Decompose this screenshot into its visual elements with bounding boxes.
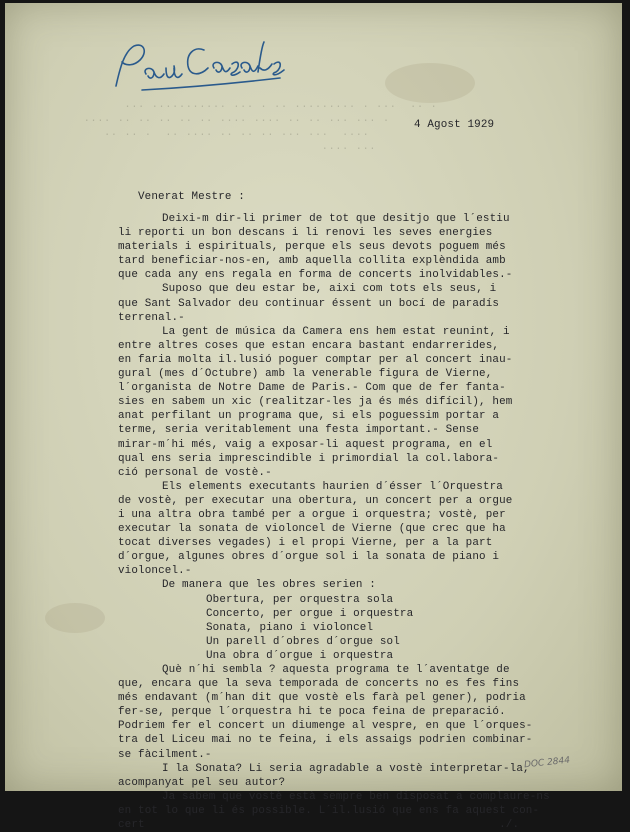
letter-line: l´organista de Notre Dame de Paris.- Com que de fer fanta- — [118, 382, 506, 395]
letter-line: Una obra d´orgue i orquestra — [206, 649, 394, 662]
letter-line: se fàcilment.- — [118, 748, 212, 761]
document-reference: DOC 2844 — [523, 755, 571, 771]
letter-line: tra del Liceu mai no te feina, i els assaigs podrien combinar- — [118, 734, 533, 747]
show-through-text: ··· ··········· ··· · ·· ········· · ··· ·· · ···· ·· ·· ·· ·· ·· ···· ···· ·· ·· ··· ··· · ·· ·· · ·· ···· ·· ·· ·· ··· ··· ···· ···· ··· — [83, 101, 438, 155]
handwritten-signature — [108, 28, 288, 108]
letter-line: Deixi-m dir-li primer de tot que desitjo que l´estiu — [162, 213, 510, 225]
letter-line: materials i espirituals, perque els seus devots poguem més — [118, 241, 506, 254]
letter-body — [0, 212, 630, 832]
letter-line: Ja sabem que vostè està sempre ben disposat a complaure-ns — [162, 790, 550, 803]
letter-line: que, encara que la seva temporada de concerts no es fes fins — [118, 678, 520, 691]
letter-line: en tot lo que li és possible. L´il.lusió que ens fa aquest con- — [118, 804, 540, 817]
letter-line: en faria molta il.lusió poguer comptar per al concert inau- — [118, 353, 513, 366]
letter-line: que Sant Salvador deu continuar éssent un bocí de paradís — [118, 297, 500, 310]
letter-line: li reporti un bon descans i li renovi les seves energies — [118, 227, 493, 240]
letter-line: Un parell d´obres d´orgue sol — [206, 635, 400, 648]
letter-line: més endavant (m´han dit que vostè els farà pel gener), podria — [118, 692, 526, 705]
letter-line: entre altres coses que estan encara bastant endarrerides, — [118, 339, 500, 352]
letter-line: tocat diverses vegades) i el propi Vierne, per a la part — [118, 537, 493, 550]
letter-line: Els elements executants haurien d´ésser l´Orquestra — [162, 480, 503, 493]
paper-stain — [385, 63, 475, 103]
letter-line: Obertura, per orquestra sola — [206, 593, 394, 606]
letter-line: cert ./. — [118, 819, 520, 832]
letter-line: Què n´hi sembla ? aquesta programa te l´aventatge de — [162, 664, 510, 676]
letter-line: Podriem fer el concert un diumenge al vespre, en que l´orques- — [118, 720, 533, 733]
letter-line: De manera que les obres serien : — [162, 579, 376, 592]
letter-line: que cada any ens regala en forma de concerts inolvidables.- — [118, 269, 513, 282]
letter-line: sies en sabem un xic (realitzar-les ja és més difícil), hem — [118, 396, 513, 409]
letter-line: Concerto, per orgue i orquestra — [206, 607, 414, 620]
salutation: Venerat Mestre : — [138, 191, 245, 203]
letter-line: mirar-m´hi més, vaig a exposar-li aquest programa, en el — [118, 438, 493, 451]
letter-line: qual ens seria imprescindible i primordial la col.labora- — [118, 452, 500, 465]
letter-line: I la Sonata? Li seria agradable a vostè interpretar-la, — [162, 762, 530, 775]
letter-date: 4 Agost 1929 — [414, 119, 495, 131]
letter-line: La gent de música da Camera ens hem estat reunint, i — [162, 325, 510, 338]
letter-line: de vostè, per executar una obertura, un concert per a orgue — [118, 494, 513, 507]
letter-line: Suposo que deu estar be, aixi com tots els seus, i — [162, 283, 497, 296]
letter-line: executar la sonata de violoncel de Vierne (que crec que ha — [118, 523, 506, 536]
letter-line: gural (mes d´Octubre) amb la venerable figura de Vierne, — [118, 368, 493, 381]
letter-line: d´orgue, algunes obres d´orgue sol i la sonata de piano i — [118, 551, 500, 564]
letter-line: terrenal.- — [118, 311, 185, 324]
letter-line: tard beneficiar-nos-en, amb aquella collita explèndida amb — [118, 255, 506, 268]
letter-line: terme, seria veritablement una festa important.- Sense — [118, 424, 480, 437]
letter-line: i una altra obra també per a orgue i orquestra; vostè, per — [118, 508, 506, 521]
letter-line: violoncel.- — [118, 565, 192, 578]
letter-line: acompanyat pel seu autor? — [118, 776, 286, 789]
letter-line: ció personal de vostè.- — [118, 466, 272, 479]
letter-line: Sonata, piano i violoncel — [206, 621, 374, 634]
letter-line: fer-se, perque l´orquestra hi te poca feina de preparació. — [118, 706, 506, 719]
letter-line: anat perfilant un programa que, si els poguessim portar a — [118, 410, 500, 423]
